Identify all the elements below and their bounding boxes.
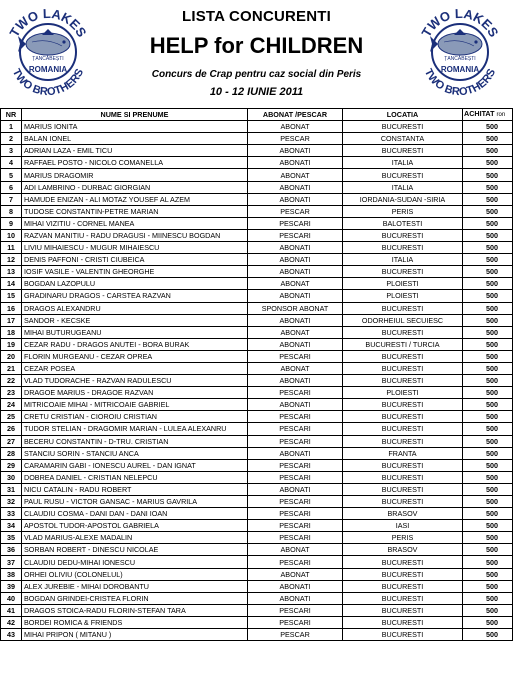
competitor-location: CONSTANTA: [343, 133, 463, 145]
competitor-location: BUCURESTI: [343, 604, 463, 616]
row-number: 16: [1, 302, 22, 314]
competitor-name: SORBAN ROBERT - DINESCU NICOLAE: [22, 544, 248, 556]
amount-paid: 500: [463, 556, 513, 568]
competitor-type: ABONATI: [248, 242, 343, 254]
competitor-location: BUCURESTI: [343, 556, 463, 568]
competitor-location: PERIS: [343, 532, 463, 544]
table-row: [1, 544, 513, 556]
competitor-location: BUCURESTI: [343, 266, 463, 278]
row-number: 43: [1, 629, 22, 641]
competitor-type: ABONATI: [248, 157, 343, 169]
competitor-location: BUCURESTI: [343, 326, 463, 338]
competitor-name: MARIUS IONITA: [22, 121, 248, 133]
competitor-name: SANDOR - KECSKE: [22, 314, 248, 326]
competitor-type: ABONATI: [248, 266, 343, 278]
table-row: [1, 411, 513, 423]
amount-paid: 500: [463, 157, 513, 169]
competitor-location: BUCURESTI: [343, 483, 463, 495]
amount-paid: 500: [463, 423, 513, 435]
competitor-location: BUCURESTI: [343, 145, 463, 157]
amount-paid: 500: [463, 520, 513, 532]
row-number: 32: [1, 496, 22, 508]
competitors-table: [0, 108, 513, 641]
competitor-type: ABONATI: [248, 447, 343, 459]
competitor-name: FLORIN MURGEANU - CEZAR OPREA: [22, 350, 248, 362]
competitor-type: PESCARI: [248, 435, 343, 447]
row-number: 3: [1, 145, 22, 157]
row-number: 40: [1, 592, 22, 604]
table-row: [1, 483, 513, 495]
amount-paid: 500: [463, 459, 513, 471]
amount-paid: 500: [463, 145, 513, 157]
competitor-name: TUDOR STELIAN - DRAGOMIR MARIAN - LULEA ALEXANRU: [22, 423, 248, 435]
table-row: [1, 338, 513, 350]
competitor-name: BOGDAN LAZOPULU: [22, 278, 248, 290]
competitor-type: ABONATI: [248, 580, 343, 592]
competitor-name: RAFFAEL POSTO - NICOLO COMANELLA: [22, 157, 248, 169]
competitor-location: BUCURESTI / TURCIA: [343, 338, 463, 350]
competitor-type: ABONAT: [248, 362, 343, 374]
competitor-location: ITALIA: [343, 157, 463, 169]
column-header-location: LOCATIA: [343, 109, 463, 121]
amount-paid: 500: [463, 375, 513, 387]
row-number: 13: [1, 266, 22, 278]
competitor-location: BUCURESTI: [343, 471, 463, 483]
competitor-location: BUCURESTI: [343, 242, 463, 254]
amount-paid: 500: [463, 181, 513, 193]
table-row: [1, 254, 513, 266]
row-number: 42: [1, 616, 22, 628]
row-number: 8: [1, 205, 22, 217]
table-row: [1, 229, 513, 241]
table-row: [1, 169, 513, 181]
table-row: [1, 496, 513, 508]
competitor-type: ABONATI: [248, 399, 343, 411]
competitor-location: BUCURESTI: [343, 169, 463, 181]
competitor-name: CARAMARIN GABI - IONESCU AUREL - DAN IGNAT: [22, 459, 248, 471]
table-row: [1, 399, 513, 411]
row-number: 15: [1, 290, 22, 302]
two-lakes-logo-right: [414, 2, 506, 102]
competitor-type: PESCARI: [248, 604, 343, 616]
competitor-location: BUCURESTI: [343, 229, 463, 241]
amount-paid: 500: [463, 350, 513, 362]
table-row: [1, 205, 513, 217]
competitor-location: BUCURESTI: [343, 399, 463, 411]
competitor-name: CRETU CRISTIAN - CIOROIU CRISTIAN: [22, 411, 248, 423]
competitor-type: ABONATI: [248, 314, 343, 326]
competitor-name: LIVIU MIHAIESCU - MUGUR MIHAIESCU: [22, 242, 248, 254]
competitor-name: ADRIAN LAZA - EMIL TICU: [22, 145, 248, 157]
table-row: [1, 435, 513, 447]
amount-paid: 500: [463, 121, 513, 133]
competitor-type: PESCARI: [248, 508, 343, 520]
row-number: 12: [1, 254, 22, 266]
competitor-name: APOSTOL TUDOR-APOSTOL GABRIELA: [22, 520, 248, 532]
competitor-type: PESCARI: [248, 496, 343, 508]
table-row: [1, 266, 513, 278]
amount-paid: 500: [463, 399, 513, 411]
row-number: 34: [1, 520, 22, 532]
competitor-location: BRASOV: [343, 544, 463, 556]
row-number: 1: [1, 121, 22, 133]
row-number: 27: [1, 435, 22, 447]
svg-text:TWO BROTHERS: TWO BROTHERS: [9, 66, 87, 99]
competitor-name: ALEX JUREBIE - MIHAI DOROBANTU: [22, 580, 248, 592]
table-header-row: [1, 109, 513, 121]
table-row: [1, 157, 513, 169]
table-row: [1, 193, 513, 205]
competitor-name: ORHEI OLIVIU (COLONELUL): [22, 568, 248, 580]
competitor-type: PESCARI: [248, 411, 343, 423]
competitor-name: DRAGOS ALEXANDRU: [22, 302, 248, 314]
competitor-name: DENIS PAFFONI - CRISTI CIUBEICA: [22, 254, 248, 266]
column-header-paid: ACHITAT ron: [463, 109, 513, 121]
amount-paid: 500: [463, 229, 513, 241]
competitor-type: PESCARI: [248, 459, 343, 471]
competitor-type: ABONATI: [248, 193, 343, 205]
amount-paid: 500: [463, 532, 513, 544]
table-row: [1, 387, 513, 399]
column-header-nr: NR: [1, 109, 22, 121]
competitor-type: ABONAT: [248, 121, 343, 133]
competitor-name: BECERU CONSTANTIN - D-TRU. CRISTIAN: [22, 435, 248, 447]
competitor-type: SPONSOR ABONAT: [248, 302, 343, 314]
svg-text:TWO LAKES: TWO LAKES: [418, 5, 502, 40]
amount-paid: 500: [463, 568, 513, 580]
table-row: [1, 447, 513, 459]
competitor-location: BUCURESTI: [343, 411, 463, 423]
competitor-name: MARIUS DRAGOMIR: [22, 169, 248, 181]
amount-paid: 500: [463, 471, 513, 483]
competitor-name: VLAD MARIUS-ALEXE MADALIN: [22, 532, 248, 544]
row-number: 28: [1, 447, 22, 459]
competitor-name: NICU CATALIN - RADU ROBERT: [22, 483, 248, 495]
table-row: [1, 556, 513, 568]
competitor-name: CLAUDIU DEDU-MIHAI IONESCU: [22, 556, 248, 568]
svg-text:ȚANCĂBEȘTI: ȚANCĂBEȘTI: [444, 56, 476, 62]
amount-paid: 500: [463, 435, 513, 447]
competitor-location: BALOTESTI: [343, 217, 463, 229]
row-number: 37: [1, 556, 22, 568]
table-row: [1, 133, 513, 145]
row-number: 33: [1, 508, 22, 520]
table-row: [1, 181, 513, 193]
competitor-location: PLOIESTI: [343, 278, 463, 290]
row-number: 6: [1, 181, 22, 193]
competitor-type: PESCARI: [248, 471, 343, 483]
row-number: 2: [1, 133, 22, 145]
table-row: [1, 616, 513, 628]
competitor-name: DOBREA DANIEL - CRISTIAN NELEPCU: [22, 471, 248, 483]
competitor-type: ABONAT: [248, 326, 343, 338]
competitor-name: RAZVAN MANITIU - RADU DRAGUSI - MIINESCU BOGDAN: [22, 229, 248, 241]
event-dates: 10 - 12 IUNIE 2011: [209, 86, 304, 98]
table-row: [1, 459, 513, 471]
competitor-name: IOSIF VASILE - VALENTIN GHEORGHE: [22, 266, 248, 278]
amount-paid: 500: [463, 266, 513, 278]
competitor-type: ABONATI: [248, 375, 343, 387]
competitor-name: CLAUDIU COSMA - DANI DAN - DANI IOAN: [22, 508, 248, 520]
row-number: 39: [1, 580, 22, 592]
competitor-location: PERIS: [343, 205, 463, 217]
table-row: [1, 604, 513, 616]
row-number: 17: [1, 314, 22, 326]
table-row: [1, 508, 513, 520]
amount-paid: 500: [463, 205, 513, 217]
row-number: 26: [1, 423, 22, 435]
column-header-name: NUME SI PRENUME: [22, 109, 248, 121]
amount-paid: 500: [463, 302, 513, 314]
competitor-name: BOGDAN GRINDEI-CRISTEA FLORIN: [22, 592, 248, 604]
table-row: [1, 278, 513, 290]
competitor-name: BORDEI ROMICA & FRIENDS: [22, 616, 248, 628]
row-number: 7: [1, 193, 22, 205]
document-header: [0, 0, 513, 108]
competitor-type: PESCAR: [248, 629, 343, 641]
amount-paid: 500: [463, 193, 513, 205]
competitor-location: BUCURESTI: [343, 592, 463, 604]
competitor-name: DRAGOS STOICA-RADU FLORIN-STEFAN TARA: [22, 604, 248, 616]
competitor-location: BRASOV: [343, 508, 463, 520]
row-number: 38: [1, 568, 22, 580]
competitor-type: PESCARI: [248, 229, 343, 241]
competitor-type: ABONATI: [248, 254, 343, 266]
amount-paid: 500: [463, 629, 513, 641]
competitor-location: IORDANIA-SUDAN -SIRIA: [343, 193, 463, 205]
table-row: [1, 423, 513, 435]
two-lakes-logo-left: [2, 2, 94, 102]
competitor-location: BUCURESTI: [343, 350, 463, 362]
competitor-name: PAUL RUSU - VICTOR GANSAC - MARIUS GAVRILA: [22, 496, 248, 508]
competitor-type: ABONATI: [248, 290, 343, 302]
row-number: 11: [1, 242, 22, 254]
competitor-type: PESCARI: [248, 616, 343, 628]
amount-paid: 500: [463, 592, 513, 604]
table-row: [1, 362, 513, 374]
competitor-location: BUCURESTI: [343, 423, 463, 435]
competitor-name: DRAGOE MARIUS - DRAGOE RAZVAN: [22, 387, 248, 399]
table-row: [1, 290, 513, 302]
event-subtitle: Concurs de Crap pentru caz social din Peris: [151, 69, 362, 80]
table-row: [1, 145, 513, 157]
competitor-location: BUCURESTI: [343, 459, 463, 471]
table-row: [1, 580, 513, 592]
amount-paid: 500: [463, 290, 513, 302]
competitor-location: BUCURESTI: [343, 616, 463, 628]
svg-text:ROMANIA: ROMANIA: [440, 65, 480, 74]
row-number: 25: [1, 411, 22, 423]
competitor-type: PESCAR: [248, 205, 343, 217]
competitor-type: ABONAT: [248, 568, 343, 580]
competitor-type: PESCARI: [248, 423, 343, 435]
row-number: 14: [1, 278, 22, 290]
competitor-name: BALAN IONEL: [22, 133, 248, 145]
competitor-type: ABONAT: [248, 169, 343, 181]
row-number: 9: [1, 217, 22, 229]
amount-paid: 500: [463, 604, 513, 616]
amount-paid: 500: [463, 483, 513, 495]
row-number: 20: [1, 350, 22, 362]
amount-paid: 500: [463, 544, 513, 556]
row-number: 10: [1, 229, 22, 241]
row-number: 35: [1, 532, 22, 544]
svg-text:ROMANIA: ROMANIA: [28, 65, 68, 74]
amount-paid: 500: [463, 242, 513, 254]
competitor-name: STANCIU SORIN - STANCIU ANCA: [22, 447, 248, 459]
row-number: 31: [1, 483, 22, 495]
amount-paid: 500: [463, 133, 513, 145]
competitor-name: MIHAI PRIPON ( MITANU ): [22, 629, 248, 641]
competitor-location: BUCURESTI: [343, 629, 463, 641]
competitor-type: PESCARI: [248, 520, 343, 532]
competitor-type: PESCARI: [248, 556, 343, 568]
table-row: [1, 217, 513, 229]
competitor-location: BUCURESTI: [343, 302, 463, 314]
competitor-name: MIHAI BUTURUGEANU: [22, 326, 248, 338]
amount-paid: 500: [463, 254, 513, 266]
table-row: [1, 326, 513, 338]
competitor-location: FRANTA: [343, 447, 463, 459]
amount-paid: 500: [463, 580, 513, 592]
table-row: [1, 375, 513, 387]
row-number: 19: [1, 338, 22, 350]
competitor-location: BUCURESTI: [343, 121, 463, 133]
amount-paid: 500: [463, 314, 513, 326]
table-row: [1, 242, 513, 254]
amount-paid: 500: [463, 217, 513, 229]
competitor-location: IASI: [343, 520, 463, 532]
competitor-type: ABONATI: [248, 181, 343, 193]
competitor-type: ABONATI: [248, 483, 343, 495]
row-number: 36: [1, 544, 22, 556]
amount-paid: 500: [463, 616, 513, 628]
competitor-location: BUCURESTI: [343, 375, 463, 387]
competitor-type: PESCAR: [248, 133, 343, 145]
list-title: LISTA CONCURENTI: [181, 8, 332, 25]
table-row: [1, 314, 513, 326]
competitor-type: PESCARI: [248, 350, 343, 362]
amount-paid: 500: [463, 496, 513, 508]
competitor-type: ABONATI: [248, 338, 343, 350]
competitor-location: ITALIA: [343, 181, 463, 193]
row-number: 22: [1, 375, 22, 387]
row-number: 4: [1, 157, 22, 169]
competitor-type: ABONAT: [248, 544, 343, 556]
competitor-name: MIHAI VIZITIU - CORNEL MANEA: [22, 217, 248, 229]
competitor-name: VLAD TUDORACHE - RAZVAN RADULESCU: [22, 375, 248, 387]
table-row: [1, 302, 513, 314]
amount-paid: 500: [463, 278, 513, 290]
amount-paid: 500: [463, 326, 513, 338]
competitor-location: ITALIA: [343, 254, 463, 266]
competitor-type: ABONAT: [248, 278, 343, 290]
table-row: [1, 471, 513, 483]
amount-paid: 500: [463, 169, 513, 181]
competitor-name: TUDOSE CONSTANTIN-PETRE MARIAN: [22, 205, 248, 217]
row-number: 21: [1, 362, 22, 374]
competitor-name: GRADINARU DRAGOS - CARSTEA RAZVAN: [22, 290, 248, 302]
competitor-location: PLOIESTI: [343, 387, 463, 399]
amount-paid: 500: [463, 411, 513, 423]
row-number: 41: [1, 604, 22, 616]
competitor-location: BUCURESTI: [343, 435, 463, 447]
competitor-location: BUCURESTI: [343, 580, 463, 592]
amount-paid: 500: [463, 387, 513, 399]
competitor-location: BUCURESTI: [343, 496, 463, 508]
row-number: 5: [1, 169, 22, 181]
competitor-name: CEZAR POSEA: [22, 362, 248, 374]
amount-paid: 500: [463, 362, 513, 374]
table-row: [1, 520, 513, 532]
currency-unit: ron: [496, 112, 506, 119]
competitor-location: BUCURESTI: [343, 568, 463, 580]
competitor-name: CEZAR RADU - DRAGOS ANUTEI - BORA BURAK: [22, 338, 248, 350]
competitor-type: ABONATI: [248, 592, 343, 604]
svg-text:ȚANCĂBEȘTI: ȚANCĂBEȘTI: [32, 56, 64, 62]
competitor-location: BUCURESTI: [343, 362, 463, 374]
competitor-location: PLOIESTI: [343, 290, 463, 302]
competitor-name: MITRICOAIE MIHAI - MITRICOAIE GABRIEL: [22, 399, 248, 411]
competitor-type: ABONATI: [248, 145, 343, 157]
row-number: 23: [1, 387, 22, 399]
table-row: [1, 532, 513, 544]
row-number: 29: [1, 459, 22, 471]
row-number: 30: [1, 471, 22, 483]
table-row: [1, 568, 513, 580]
event-title: HELP for CHILDREN: [149, 33, 364, 58]
row-number: 24: [1, 399, 22, 411]
amount-paid: 500: [463, 447, 513, 459]
table-row: [1, 121, 513, 133]
column-header-type: ABONAT /PESCAR: [248, 109, 343, 121]
row-number: 18: [1, 326, 22, 338]
svg-text:TWO LAKES: TWO LAKES: [6, 5, 90, 40]
competitor-name: HAMUDE ENIZAN - ALI MOTAZ YOUSEF AL AZEM: [22, 193, 248, 205]
competitor-type: PESCARI: [248, 387, 343, 399]
amount-paid: 500: [463, 338, 513, 350]
amount-paid: 500: [463, 508, 513, 520]
competitor-location: ODORHEIUL SECUIESC: [343, 314, 463, 326]
competitor-type: PESCARI: [248, 532, 343, 544]
competitor-type: PESCARI: [248, 217, 343, 229]
competitor-name: ADI LAMBRINO - DURBAC GIORGIAN: [22, 181, 248, 193]
table-row: [1, 592, 513, 604]
table-row: [1, 629, 513, 641]
svg-text:TWO BROTHERS: TWO BROTHERS: [421, 66, 499, 99]
table-row: [1, 350, 513, 362]
